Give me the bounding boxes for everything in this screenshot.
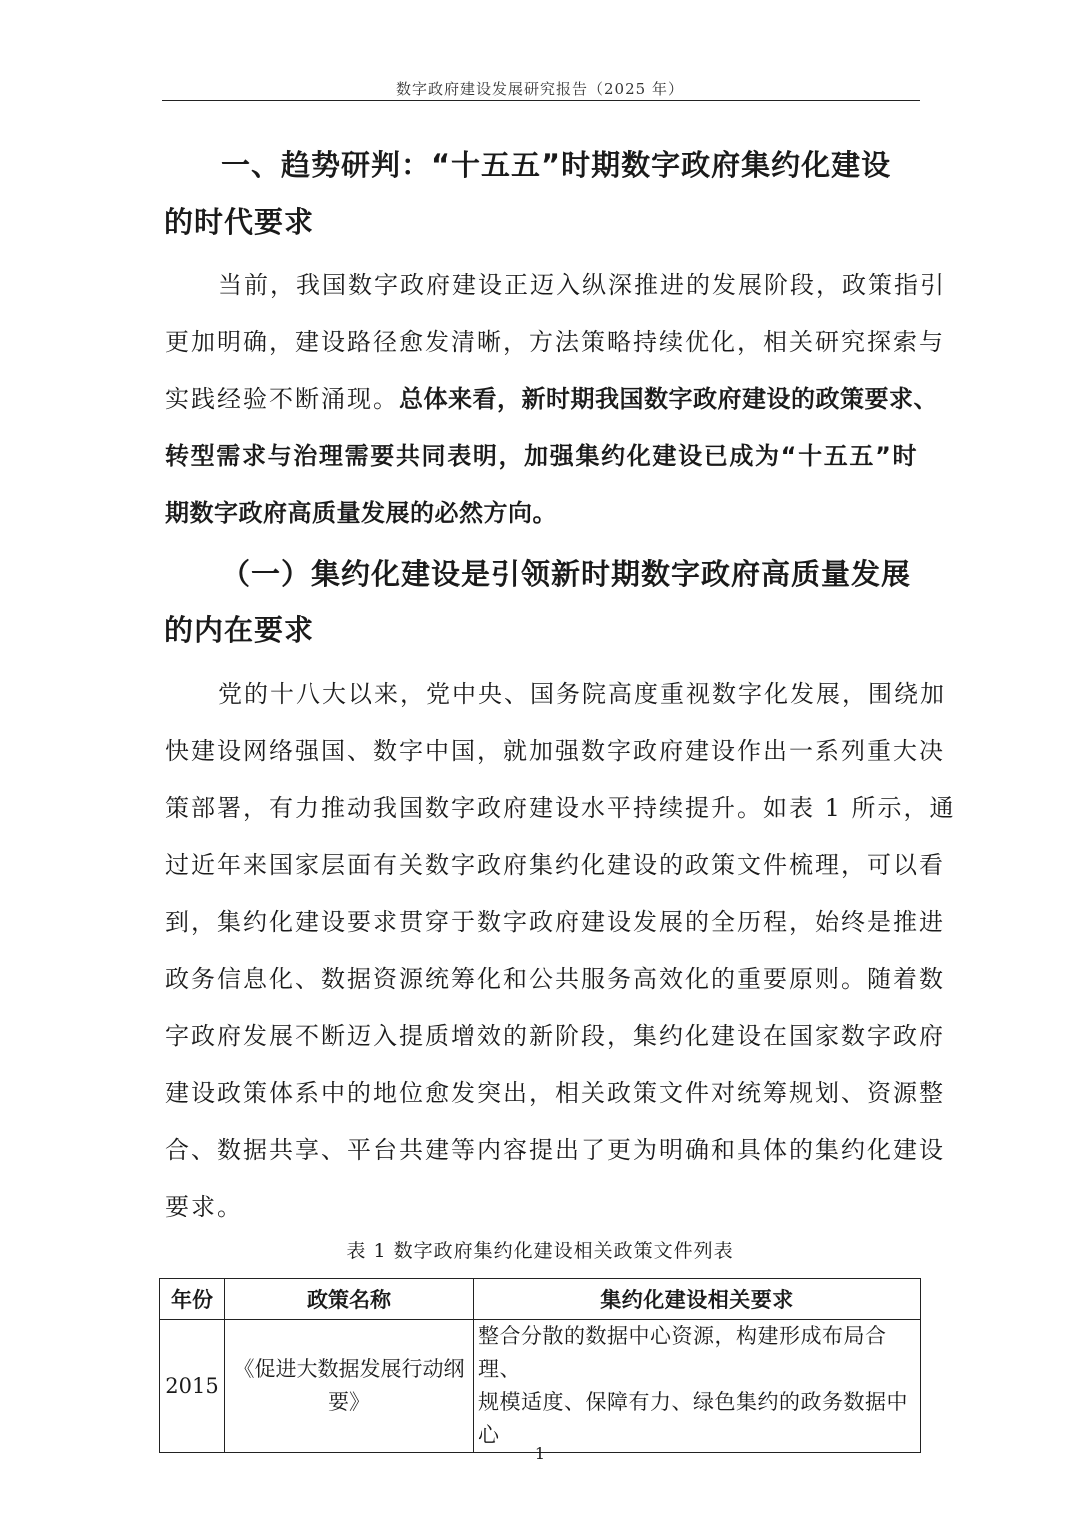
paragraph-line-bold: 期数字政府高质量发展的必然方向。 (165, 499, 557, 527)
paragraph-line: 字政府发展不断迈入提质增效的新阶段，集约化建设在国家数字政府 (165, 1022, 945, 1050)
section-heading-line-1: 一、趋势研判：“十五五”时期数字政府集约化建设 (221, 148, 892, 182)
table-header-row (160, 1279, 921, 1320)
paragraph-line: 更加明确，建设路径愈发清晰，方法策略持续优化，相关研究探索与 (165, 328, 945, 356)
paragraph-line: 要求。 (165, 1193, 243, 1221)
cell-requirements-line: 规模适度、保障有力、绿色集约的政务数据中心 (478, 1390, 908, 1447)
cell-requirements (474, 1320, 921, 1453)
cell-year: 2015 (160, 1320, 225, 1453)
column-header-year: 年份 (160, 1279, 225, 1320)
paragraph-line-mixed (165, 379, 938, 414)
column-header-policy-name: 政策名称 (225, 1279, 474, 1320)
column-header-requirements: 集约化建设相关要求 (474, 1279, 921, 1320)
running-header: 数字政府建设发展研究报告（2025 年） (396, 80, 684, 98)
paragraph-line: 建设政策体系中的地位愈发突出，相关政策文件对统筹规划、资源整 (165, 1079, 945, 1107)
section-heading-line-2: 的时代要求 (164, 205, 315, 239)
page-number: 1 (534, 1444, 546, 1463)
cell-policy-name (225, 1320, 474, 1453)
paragraph-line: 过近年来国家层面有关数字政府集约化建设的政策文件梳理，可以看 (165, 851, 945, 879)
paragraph-text-normal: 实践经验不断涌现。 (165, 385, 399, 413)
cell-requirements-line: 整合分散的数据中心资源，构建形成布局合理、 (478, 1324, 887, 1381)
cell-policy-name-line: 《促进大数据发展行动纲 (233, 1357, 465, 1381)
paragraph-line: 党的十八大以来，党中央、国务院高度重视数字化发展，围绕加 (218, 680, 946, 708)
policy-table (159, 1278, 921, 1453)
paragraph-line: 到，集约化建设要求贯穿于数字政府建设发展的全历程，始终是推进 (165, 908, 945, 936)
paragraph-line: 政务信息化、数据资源统筹化和公共服务高效化的重要原则。随着数 (165, 965, 945, 993)
table-row (160, 1320, 921, 1453)
paragraph-line: 合、数据共享、平台共建等内容提出了更为明确和具体的集约化建设 (165, 1136, 945, 1164)
cell-policy-name-line: 要》 (328, 1390, 370, 1414)
subsection-heading-line-2: 的内在要求 (164, 613, 315, 647)
subsection-heading-line-1: （一）集约化建设是引领新时期数字政府高质量发展 (221, 557, 912, 591)
header-divider (162, 100, 920, 101)
paragraph-line: 快建设网络强国、数字中国，就加强数字政府建设作出一系列重大决 (165, 737, 945, 765)
paragraph-line: 当前，我国数字政府建设正迈入纵深推进的发展阶段，政策指引 (218, 271, 946, 299)
paragraph-text-bold: 总体来看，新时期我国数字政府建设的政策要求、 (399, 385, 938, 413)
table-caption: 表 1 数字政府集约化建设相关政策文件列表 (346, 1240, 734, 1262)
paragraph-line-bold: 转型需求与治理需要共同表明，加强集约化建设已成为“十五五”时 (165, 442, 917, 470)
paragraph-line: 策部署，有力推动我国数字政府建设水平持续提升。如表 1 所示，通 (165, 794, 956, 822)
